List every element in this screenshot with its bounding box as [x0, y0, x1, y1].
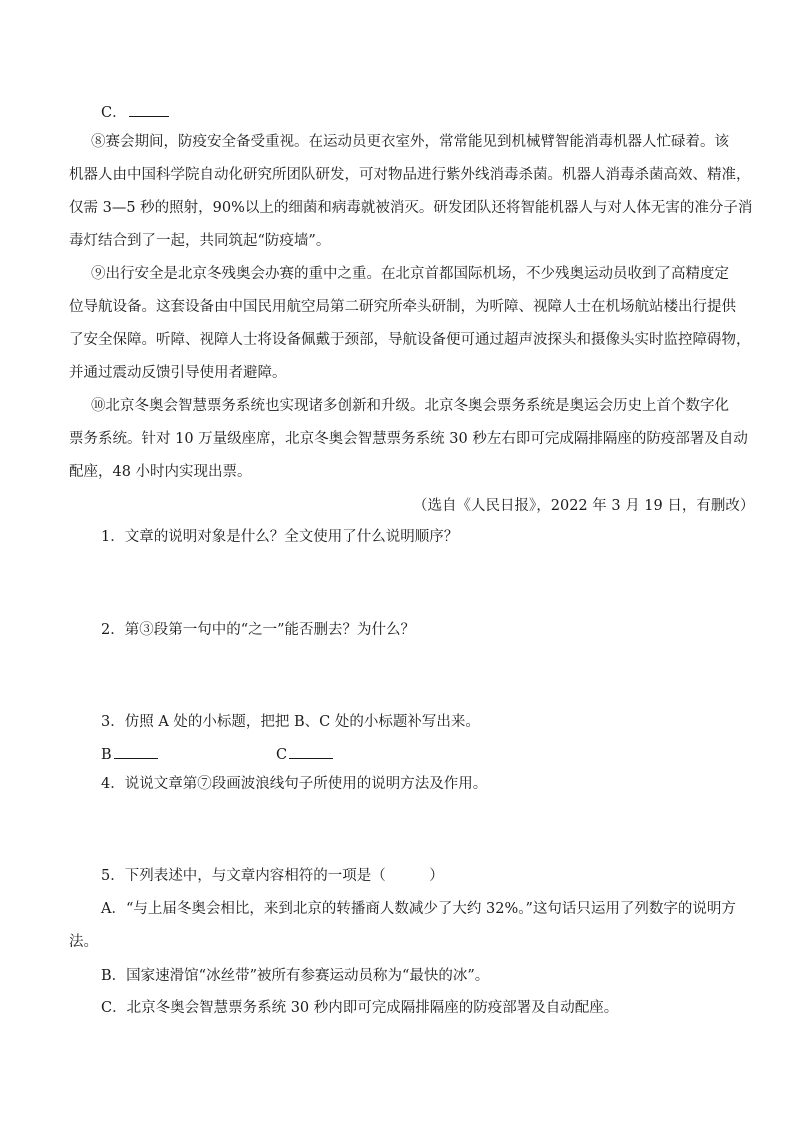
paragraph-9-line-2: 位导航设备。这套设备由中国民用航空局第二研究所牵头研制，为听障、视障人士在机场航站楼出行提供: [69, 299, 736, 315]
option-c-top: [101, 102, 169, 123]
answer-blank-b[interactable]: [114, 744, 158, 759]
source-citation: （选自《人民日报》，2022 年 3 月 19 日，有删改）: [413, 498, 755, 514]
option-c-label: C．: [101, 105, 127, 121]
question-5-option-b: B．国家速滑馆“冰丝带”被所有参赛运动员称为“最快的冰”。: [101, 968, 490, 984]
paragraph-8-line-3: 仅需 3—5 秒的照射，90%以上的细菌和病毒就被消灭。研发团队还将智能机器人与对人体无害的准分子消: [69, 200, 753, 216]
paragraph-9-line-1: ⑨出行安全是北京冬残奥会办赛的重中之重。在北京首都国际机场，不少残奥运动员收到了高精度定: [91, 266, 729, 282]
question-3-blank-c: [276, 744, 333, 765]
paragraph-8-line-2: 机器人由中国科学院自动化研究所团队研发，可对物品进行紫外线消毒杀菌。机器人消毒杀菌高效、精准，: [69, 167, 751, 183]
paragraph-9-line-3: 了安全保障。听障、视障人士将设备佩戴于颈部，导航设备便可通过超声波探头和摄像头实时监控障碍物，: [69, 332, 751, 348]
paragraph-9-line-4: 并通过震动反馈引导使用者避障。: [69, 365, 287, 381]
question-5-option-a-line-1: A．“与上届冬奥会相比，来到北京的转播商人数减少了大约 32%。”这句话只运用了列数字的说明方: [101, 901, 736, 917]
question-3-blank-b: [101, 744, 158, 765]
blank-b-label: B: [101, 747, 112, 763]
answer-blank-c[interactable]: [289, 744, 333, 759]
question-4: 4．说说文章第⑦段画波浪线句子所使用的说明方法及作用。: [101, 776, 488, 792]
question-5-option-c: C．北京冬奥会智慧票务系统 30 秒内即可完成隔排隔座的防疫部署及自动配座。: [101, 1000, 619, 1016]
paragraph-10-line-3: 配座，48 小时内实现出票。: [69, 464, 252, 480]
paragraph-10-line-1: ⑩北京冬奥会智慧票务系统也实现诸多创新和升级。北京冬奥会票务系统是奥运会历史上首个数字化: [91, 398, 729, 414]
question-3: 3．仿照 A 处的小标题，把把 B、C 处的小标题补写出来。: [101, 714, 480, 730]
paragraph-8-line-4: 毒灯结合到了一起，共同筑起“防疫墙”。: [69, 233, 331, 249]
question-1: 1．文章的说明对象是什么？全文使用了什么说明顺序？: [101, 529, 459, 545]
answer-blank[interactable]: [129, 102, 169, 117]
paragraph-10-line-2: 票务系统。针对 10 万量级座席，北京冬奥会智慧票务系统 30 秒左右即可完成隔排隔座的防疫部署及自动: [69, 431, 748, 447]
question-2: 2．第③段第一句中的“之一”能否删去？为什么？: [101, 622, 416, 638]
question-5-option-a-line-2: 法。: [69, 934, 98, 950]
paragraph-8-line-1: ⑧赛会期间，防疫安全备受重视。在运动员更衣室外，常常能见到机械臂智能消毒机器人忙碌着。该: [91, 134, 729, 150]
blank-c-label: C: [276, 747, 288, 763]
question-5: 5．下列表述中，与文章内容相符的一项是（ ）: [101, 868, 444, 884]
